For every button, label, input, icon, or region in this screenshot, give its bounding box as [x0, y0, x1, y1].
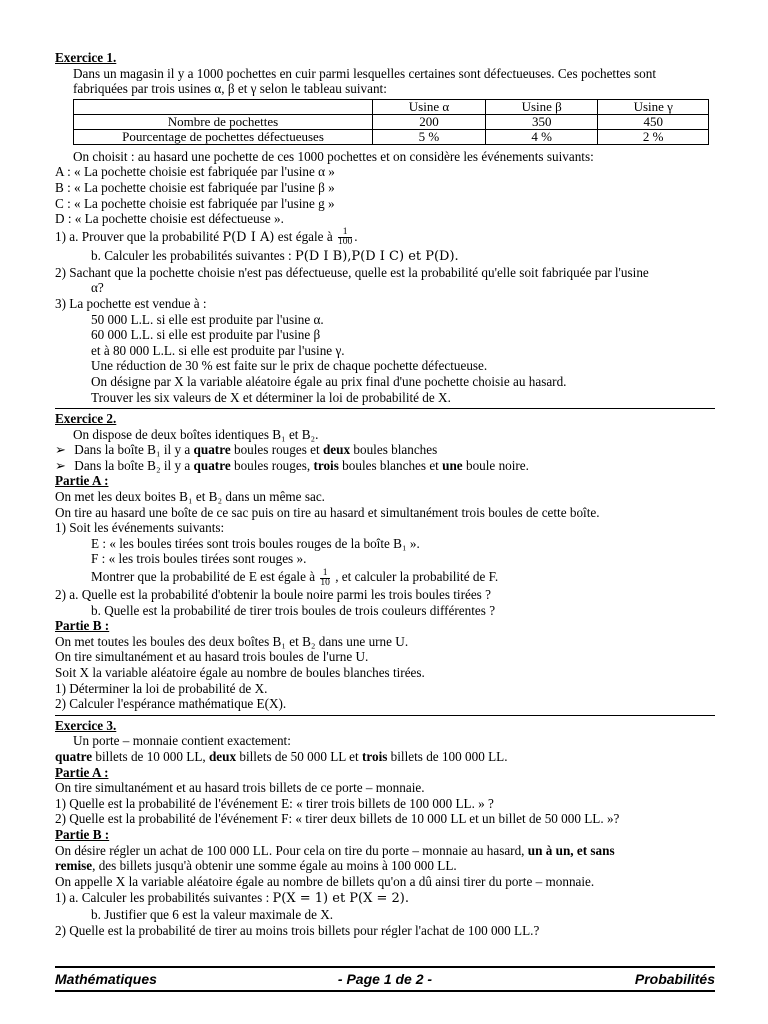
ex2-b-line: On tire simultanément et au hasard trois boules de l'urne U.	[55, 649, 369, 665]
ex1-q3-line: Une réduction de 30 % est faite sur le prix de chaque pochette défectueuse.	[91, 358, 488, 374]
factory-table	[73, 99, 709, 145]
exercise-2-title: Exercice 2.	[55, 411, 117, 427]
fraction-numerator: 1	[320, 569, 330, 579]
bold-text: quatre	[193, 442, 231, 458]
ex2-intro: On dispose de deux boîtes identiques B₁ et B₂.	[73, 426, 319, 442]
arrow-bullet-icon: ➢	[55, 442, 67, 458]
ex1-question-2-cont: α?	[91, 280, 104, 296]
table-corner-cell	[74, 99, 373, 114]
ex1-q3-line: 50 000 L.L. si elle est produite par l'usine α.	[91, 311, 324, 327]
ex1-intro-line-1: Dans un magasin il y a 1000 pochettes en cuir parmi lesquelles certaines sont défectueuses. Ces pochettes sont	[73, 65, 657, 81]
page-content	[55, 50, 715, 939]
text: On désire régler un achat de 100 000 LL. Pour cela on tire du porte – monnaie au hasard,	[55, 842, 525, 858]
text: boules rouges et	[233, 442, 320, 458]
text: Dans la boîte B₂ il y a	[74, 457, 191, 473]
ex1-question-3: 3) La pochette est vendue à :	[55, 295, 207, 311]
ex3-question-1b: b. Justifier que 6 est la valeur maximale de X.	[91, 907, 334, 923]
ex2-part-b-title: Partie B :	[55, 618, 110, 634]
bold-text: remise	[55, 858, 93, 874]
text: boule noire.	[465, 457, 529, 473]
q1b-math: P(D I B),P(D I C) et P(D).	[295, 248, 459, 264]
bold-text: quatre	[55, 748, 93, 764]
table-cell: 2 %	[598, 129, 709, 144]
table-row	[74, 114, 709, 129]
ex3-b-line	[55, 843, 715, 859]
exercise-3	[55, 718, 715, 939]
table-row	[74, 129, 709, 144]
q1a-mid: est égale à	[277, 228, 333, 244]
ex3-question-1a	[55, 889, 715, 907]
ex3-question-2: 2) Quelle est la probabilité de tirer au moins trois billets pour régler l'achat de 100 000 LL.?	[55, 922, 540, 938]
text: 1) a. Calculer les probabilités suivantes :	[55, 890, 270, 906]
q1b-text: b. Calculer les probabilités suivantes :	[91, 247, 292, 263]
fraction-1-100	[338, 228, 352, 247]
fraction-numerator: 1	[338, 228, 352, 238]
text: Montrer que la probabilité de E est égale à	[91, 569, 316, 585]
exercise-3-title: Exercice 3.	[55, 717, 117, 733]
ex3-a-line: 1) Quelle est la probabilité de l'événement E: « tirer trois billets de 100 000 LL. » ?	[55, 795, 494, 811]
ex2-b-line: 1) Déterminer la loi de probabilité de X.	[55, 680, 268, 696]
text: boules blanches	[353, 442, 438, 458]
event-c: C : « La pochette choisie est fabriquée par l'usine g »	[55, 195, 335, 211]
table-row-label: Pourcentage de pochettes défectueuses	[74, 129, 373, 144]
ex2-box2-line	[55, 458, 715, 474]
footer-page-number: - Page 1 de 2 -	[337, 971, 433, 987]
table-cell: 450	[598, 114, 709, 129]
bold-text: une	[442, 457, 463, 473]
exercise-1	[55, 50, 715, 405]
text: billets de 10 000 LL,	[95, 748, 206, 764]
ex1-q3-line: On désigne par X la variable aléatoire égale au prix final d'une pochette choisie au hasard.	[91, 373, 567, 389]
table-cell: 350	[485, 114, 598, 129]
ex1-text-line: On choisit : au hasard une pochette de ces 1000 pochettes et on considère les événements suivants:	[73, 148, 594, 164]
page-footer	[55, 966, 715, 992]
event-a: A : « La pochette choisie est fabriquée par l'usine α »	[55, 164, 335, 180]
bold-text: un à un, et sans	[527, 842, 615, 858]
text: billets de 50 000 LL et	[239, 748, 359, 764]
ex2-question-2b: b. Quelle est la probabilité de tirer trois boules de trois couleurs différentes ?	[91, 602, 496, 618]
ex1-question-1b	[55, 247, 715, 265]
ex3-content-line	[55, 749, 715, 765]
bold-text: trois	[361, 748, 388, 764]
ex3-b-line: On appelle X la variable aléatoire égale au nombre de billets qu'on a dû ainsi tirer du porte – monnaie.	[55, 873, 595, 889]
ex2-b-line: On met toutes les boules des deux boîtes B₁ et B₂ dans une urne U.	[55, 633, 409, 649]
table-cell: 4 %	[485, 129, 598, 144]
table-header-cell: Usine γ	[598, 99, 709, 114]
event-d: D : « La pochette choisie est défectueuse ».	[55, 211, 284, 227]
footer-topic: Probabilités	[634, 971, 715, 987]
text: billets de 100 000 LL.	[390, 748, 508, 764]
text: boules rouges,	[233, 457, 311, 473]
ex3-a-line: 2) Quelle est la probabilité de l'événement F: « tirer deux billets de 10 000 LL et un billet de 50 000 LL. »?	[55, 811, 620, 827]
ex2-question-2a: 2) a. Quelle est la probabilité d'obtenir la boule noire parmi les trois boules tirées ?	[55, 587, 491, 603]
divider	[55, 715, 715, 716]
event-f: F : « les trois boules tirées sont rouges ».	[91, 551, 307, 567]
ex1-question-2: 2) Sachant que la pochette choisie n'est pas défectueuse, quelle est la probabilité qu'elle soit fabriquée par l'usine	[55, 264, 649, 280]
q1a-end: .	[354, 228, 358, 244]
bold-text: trois	[313, 457, 339, 473]
ex3-part-a-title: Partie A :	[55, 764, 109, 780]
table-cell: 5 %	[373, 129, 486, 144]
ex1-q3-line: Trouver les six valeurs de X et déterminer la loi de probabilité de X.	[91, 389, 451, 405]
ex2-show-line	[55, 567, 715, 587]
ex1-q3-line: 60 000 L.L. si elle est produite par l'usine β	[91, 327, 321, 343]
footer-subject: Mathématiques	[55, 971, 157, 987]
ex2-b-line: Soit X la variable aléatoire égale au nombre de boules blanches tirées.	[55, 665, 425, 680]
event-e: E : « les boules tirées sont trois boules rouges de la boîte B₁ ».	[91, 535, 420, 551]
fraction-denominator: 10	[320, 577, 330, 588]
q1a-math: P(D I A)	[222, 229, 275, 245]
ex3-b-line	[55, 858, 715, 874]
math-text: P(X = 1) et P(X = 2).	[272, 891, 410, 907]
ex2-a-line: On tire au hasard une boîte de ce sac puis on tire au hasard et simultanément trois boules de cette boîte.	[55, 504, 600, 520]
bold-text: deux	[208, 748, 237, 764]
ex1-question-1a	[55, 227, 715, 247]
q1a-text: 1) a. Prouver que la probabilité	[55, 228, 220, 244]
exercise-1-title: Exercice 1.	[55, 50, 117, 65]
ex3-a-line: On tire simultanément et au hasard trois billets de ce porte – monnaie.	[55, 780, 425, 796]
divider	[55, 408, 715, 409]
fraction-denominator: 100	[337, 237, 353, 248]
text: boules blanches et	[342, 457, 439, 473]
ex2-a-line: 1) Soit les événements suivants:	[55, 520, 225, 536]
bold-text: deux	[322, 442, 351, 458]
table-row-label: Nombre de pochettes	[74, 114, 373, 129]
ex2-box1-line	[55, 442, 715, 458]
ex3-intro: Un porte – monnaie contient exactement:	[73, 733, 291, 749]
table-cell: 200	[373, 114, 486, 129]
fraction-1-10	[320, 569, 330, 588]
text: , et calculer la probabilité de F.	[335, 569, 499, 585]
ex1-q3-line: et à 80 000 L.L. si elle est produite par l'usine γ.	[91, 342, 345, 358]
text: Dans la boîte B₁ il y a	[74, 442, 191, 458]
table-header-cell: Usine α	[373, 99, 486, 114]
ex1-intro-line-2: fabriquées par trois usines α, β et γ selon le tableau suivant:	[73, 81, 387, 97]
bold-text: quatre	[193, 457, 231, 473]
table-header-cell: Usine β	[485, 99, 598, 114]
table-header-row	[74, 99, 709, 114]
exercise-2	[55, 411, 715, 712]
event-b: B : « La pochette choisie est fabriquée par l'usine β »	[55, 179, 335, 195]
arrow-bullet-icon: ➢	[55, 457, 67, 473]
ex2-part-a-title: Partie A :	[55, 473, 109, 489]
text: , des billets jusqu'à obtenir une somme égale au moins à 100 000 LL.	[92, 858, 457, 874]
ex2-a-line: On met les deux boites B₁ et B₂ dans un même sac.	[55, 489, 325, 505]
ex2-b-line: 2) Calculer l'espérance mathématique E(X).	[55, 696, 287, 712]
ex3-part-b-title: Partie B :	[55, 826, 110, 842]
